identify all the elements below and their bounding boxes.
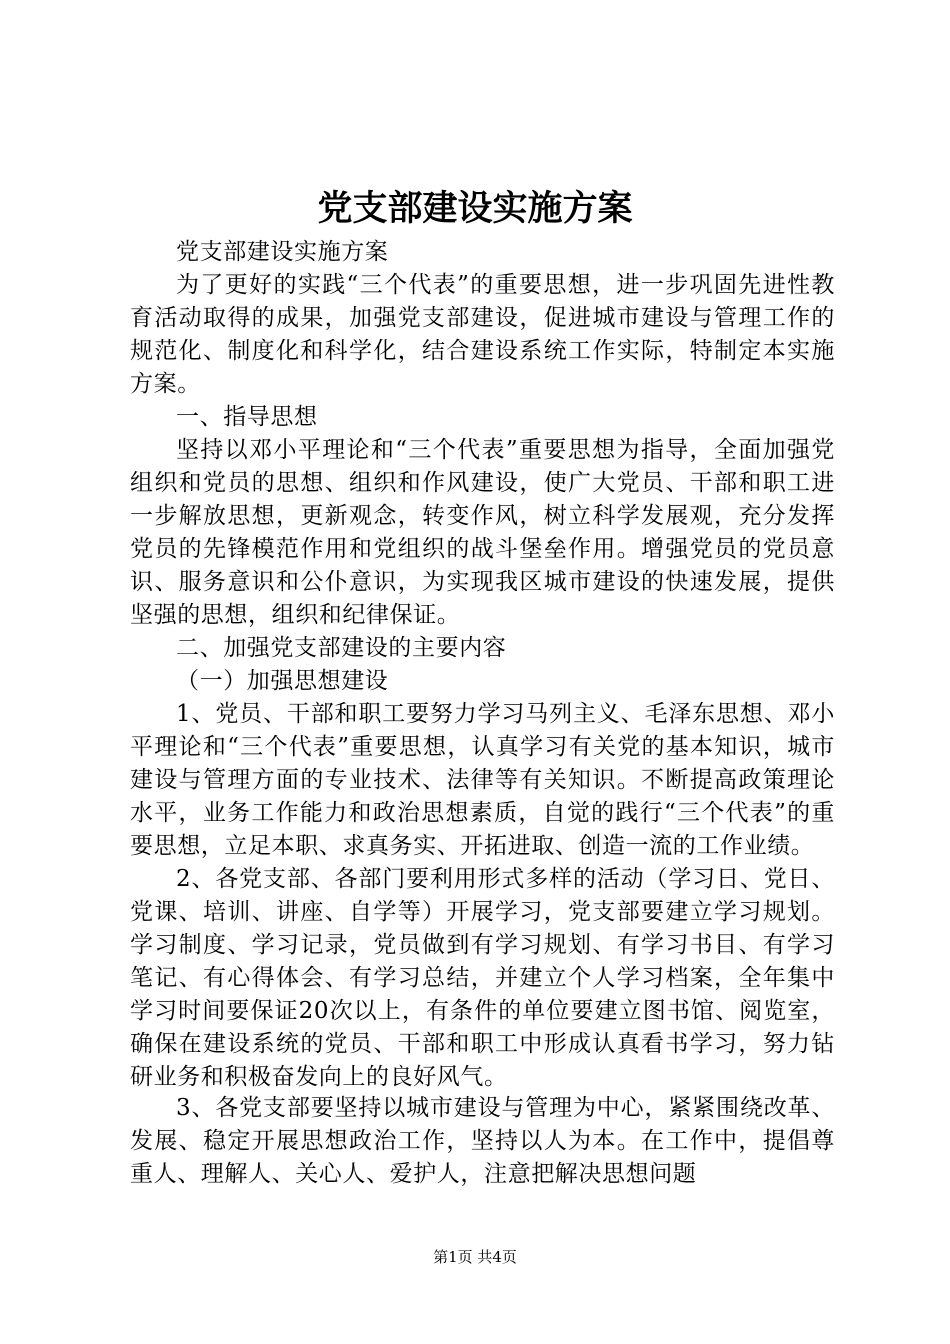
paragraph-intro: 为了更好的实践“三个代表”的重要思想，进一步巩固先进性教育活动取得的成果，加强党支部建设，促进城市建设与管理工作的规范化、制度化和科学化，结合建设系统工作实际，特制定本实施方案。 bbox=[130, 272, 835, 397]
paragraph-subtitle: 党支部建设实施方案 bbox=[176, 239, 389, 265]
paragraph-item-1: 1、党员、干部和职工要努力学习马列主义、毛泽东思想、邓小平理论和“三个代表”重要思想，认真学习有关党的基本知识，城市建设与管理方面的专业技术、法律等有关知识。不断提高政策理论水平，业务工作能力和政治思想素质，自觉的践行“三个代表”的重要思想，立足本职、求真务实、开拓进取、创造一流的工作业绩。 bbox=[130, 701, 835, 859]
section-heading-main-content: 二、加强党支部建设的主要内容 bbox=[176, 635, 507, 661]
paragraph-item-3: 3、各党支部要坚持以城市建设与管理为中心，紧紧围绕改革、发展、稳定开展思想政治工作，坚持以人为本。在工作中，提倡尊重人、理解人、关心人、爱护人，注意把解决思想问题 bbox=[130, 1095, 835, 1187]
section-heading-guiding-thought: 一、指导思想 bbox=[176, 404, 318, 430]
subsection-heading-ideology: （一）加强思想建设 bbox=[176, 668, 389, 694]
page-footer: 第1页 共4页 bbox=[433, 1248, 517, 1266]
document-body-continued bbox=[130, 1092, 835, 1191]
document-body bbox=[130, 236, 835, 1094]
paragraph-guiding-thought: 坚持以邓小平理论和“三个代表”重要思想为指导，全面加强党组织和党员的思想、组织和作风建设，使广大党员、干部和职工进一步解放思想，更新观念，转变作风，树立科学发展观，充分发挥党员的先锋模范作用和党组织的战斗堡垒作用。增强党员的党员意识、服务意识和公仆意识，为实现我区城市建设的快速发展，提供坚强的思想，组织和纪律保证。 bbox=[130, 437, 835, 628]
document-title: 党支部建设实施方案 bbox=[317, 188, 633, 229]
paragraph-item-2: 2、各党支部、各部门要利用形式多样的活动（学习日、党日、党课、培训、讲座、自学等）开展学习，党支部要建立学习规划。学习制度、学习记录，党员做到有学习规划、有学习书目、有学习笔记、有心得体会、有学习总结，并建立个人学习档案，全年集中学习时间要保证20次以上，有条件的单位要建立图书馆、阅览室，确保在建设系统的党员、干部和职工中形成认真看书学习，努力钻研业务和积极奋发向上的良好风气。 bbox=[130, 866, 835, 1090]
